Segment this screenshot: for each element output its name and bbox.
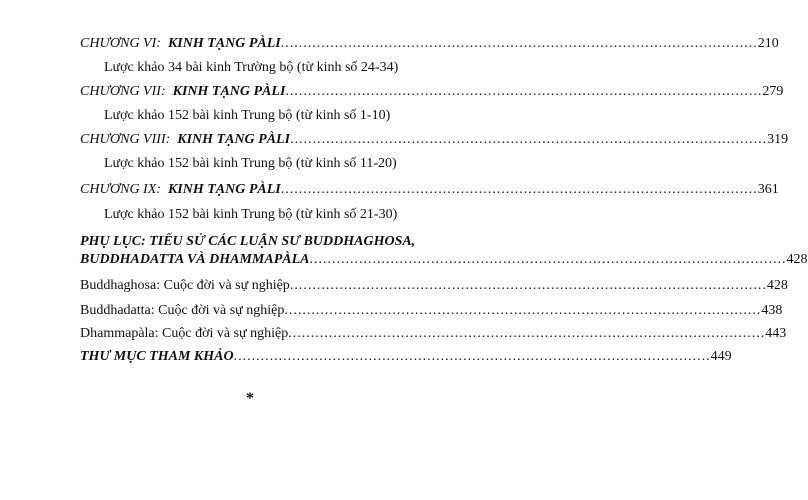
page-number: 428 xyxy=(766,278,788,293)
chapter-name: KINH TẠNG PÀLI xyxy=(177,132,291,147)
toc-chapter-9 xyxy=(80,180,779,200)
page-number: 210 xyxy=(757,36,779,51)
dot-leader: .......................................................................................................... xyxy=(280,36,758,51)
chapter-title xyxy=(80,180,281,200)
appendix-title: PHỤ LỤC: TIỂU SỬ CÁC LUẬN SƯ BUDDHAGHOSA, xyxy=(80,234,416,249)
chapter-name: KINH TẠNG PÀLI xyxy=(172,84,286,99)
page-number: 428 xyxy=(786,252,808,267)
page-number: 449 xyxy=(710,349,732,364)
dot-leader: .......................................................................................................... xyxy=(288,326,766,341)
dot-leader: .......................................................................................................... xyxy=(309,252,787,267)
chapter-summary: Lược khảo 152 bài kinh Trung bộ (từ kinh số 1-10) xyxy=(104,108,391,123)
toc-entry-dhammapala xyxy=(80,324,787,344)
page-number: 319 xyxy=(767,132,789,147)
chapter-summary: Lược khảo 152 bài kinh Trung bộ (từ kinh số 11-20) xyxy=(104,156,397,171)
section-separator: * xyxy=(246,390,254,407)
toc-appendix xyxy=(80,250,808,270)
chapter-prefix: CHƯƠNG IX: xyxy=(80,182,161,197)
dot-leader: .......................................................................................................... xyxy=(280,182,758,197)
toc-chapter-8 xyxy=(80,130,789,150)
page-number: 443 xyxy=(765,326,787,341)
toc-entry-buddhadatta xyxy=(80,301,783,321)
chapter-prefix: CHƯƠNG VIII: xyxy=(80,132,171,147)
chapter-prefix: CHƯƠNG VII: xyxy=(80,84,166,99)
chapter-name: KINH TẠNG PÀLI xyxy=(167,36,281,51)
chapter-title xyxy=(80,130,290,150)
entry-label: Buddhaghosa: Cuộc đời và sự nghiệp xyxy=(80,278,290,293)
toc-bibliography xyxy=(80,347,732,367)
chapter-prefix: CHƯƠNG VI: xyxy=(80,36,161,51)
page-number: 438 xyxy=(761,303,783,318)
dot-leader: .......................................................................................................... xyxy=(284,303,762,318)
page-number: 361 xyxy=(757,182,779,197)
entry-label: Buddhadatta: Cuộc đời và sự nghiệp xyxy=(80,303,285,318)
appendix-title-cont: BUDDHADATTA VÀ DHAMMAPÀLA xyxy=(80,252,310,267)
chapter-title xyxy=(80,34,281,54)
bibliography-label: THƯ MỤC THAM KHẢO xyxy=(80,349,234,364)
toc-entry-buddhaghosa xyxy=(80,276,788,296)
dot-leader: .......................................................................................................... xyxy=(233,349,711,364)
toc-chapter-7 xyxy=(80,82,784,102)
chapter-title xyxy=(80,82,285,102)
toc-chapter-6 xyxy=(80,34,779,54)
page-number: 279 xyxy=(762,84,784,99)
chapter-summary: Lược khảo 34 bài kinh Trường bộ (từ kinh số 24-34) xyxy=(104,60,399,75)
dot-leader: .......................................................................................................... xyxy=(285,84,763,99)
chapter-name: KINH TẠNG PÀLI xyxy=(167,182,281,197)
dot-leader: .......................................................................................................... xyxy=(290,132,768,147)
entry-label: Dhammapàla: Cuộc đời và sự nghiệp xyxy=(80,326,289,341)
chapter-summary: Lược khảo 152 bài kinh Trung bộ (từ kinh số 21-30) xyxy=(104,207,398,222)
dot-leader: .......................................................................................................... xyxy=(289,278,767,293)
